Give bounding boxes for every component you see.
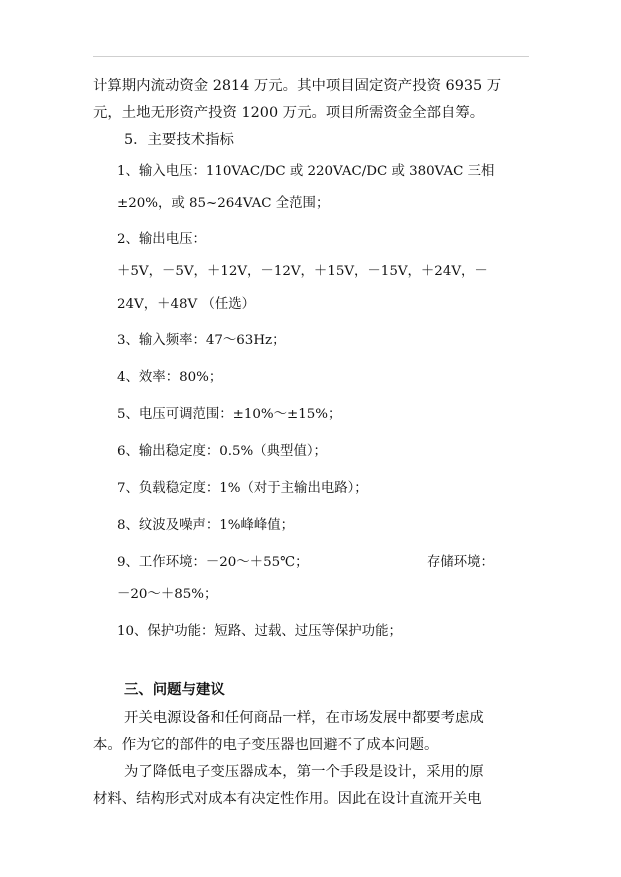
spec-item-ripple-noise: 8、纹波及噪声：1%峰峰值；: [117, 518, 295, 533]
spec-item-storage-environment-range: －20～＋85%；: [117, 587, 218, 602]
spec-item-input-voltage-cont: ±20%，或 85~264VAC 全范围；: [117, 196, 330, 211]
section-3-paragraph-line-4: 材料、结构形式对成本有决定性作用。因此在设计直流开关电: [93, 791, 482, 807]
section-3-title: 三、问题与建议: [124, 681, 225, 698]
spec-item-output-voltage-values-cont: 24V，＋48V （任选）: [117, 297, 256, 312]
spec-item-input-frequency: 3、输入频率：47～63Hz；: [117, 333, 286, 348]
spec-item-protection: 10、保护功能：短路、过载、过压等保护功能；: [117, 624, 402, 639]
intro-line-1: 计算期内流动资金 2814 万元。其中项目固定资产投资 6935 万: [93, 78, 502, 94]
section-5-title: 5．主要技术指标: [124, 132, 234, 148]
spec-item-load-stability: 7、负载稳定度：1%（对于主输出电路）；: [117, 481, 368, 496]
spec-item-operating-environment: 9、工作环境：－20～＋55℃；: [117, 555, 309, 570]
spec-item-output-voltage: 2、输出电压：: [117, 232, 206, 247]
page-header-rule: [93, 56, 529, 57]
section-3-paragraph-line-3: 为了降低电子变压器成本，第一个手段是设计，采用的原: [124, 764, 484, 780]
spec-item-storage-environment-label: 存储环境：: [427, 555, 494, 570]
section-3-paragraph-line-1: 开关电源设备和任何商品一样，在市场发展中都要考虑成: [124, 710, 484, 726]
section-3-paragraph-line-2: 本。作为它的部件的电子变压器也回避不了成本问题。: [93, 737, 439, 753]
spec-item-input-voltage: 1、输入电压：110VAC/DC 或 220VAC/DC 或 380VAC 三相: [117, 164, 495, 179]
spec-item-efficiency: 4、效率：80%；: [117, 370, 223, 385]
spec-item-output-voltage-values: ＋5V，－5V，＋12V，－12V，＋15V，－15V，＋24V，－: [117, 264, 488, 279]
spec-item-output-stability: 6、输出稳定度：0.5%（典型值）；: [117, 444, 327, 459]
intro-line-2: 元，土地无形资产投资 1200 万元。项目所需资金全部自筹。: [93, 105, 485, 121]
spec-item-voltage-adjust-range: 5、电压可调范围：±10%～±15%；: [117, 407, 342, 422]
